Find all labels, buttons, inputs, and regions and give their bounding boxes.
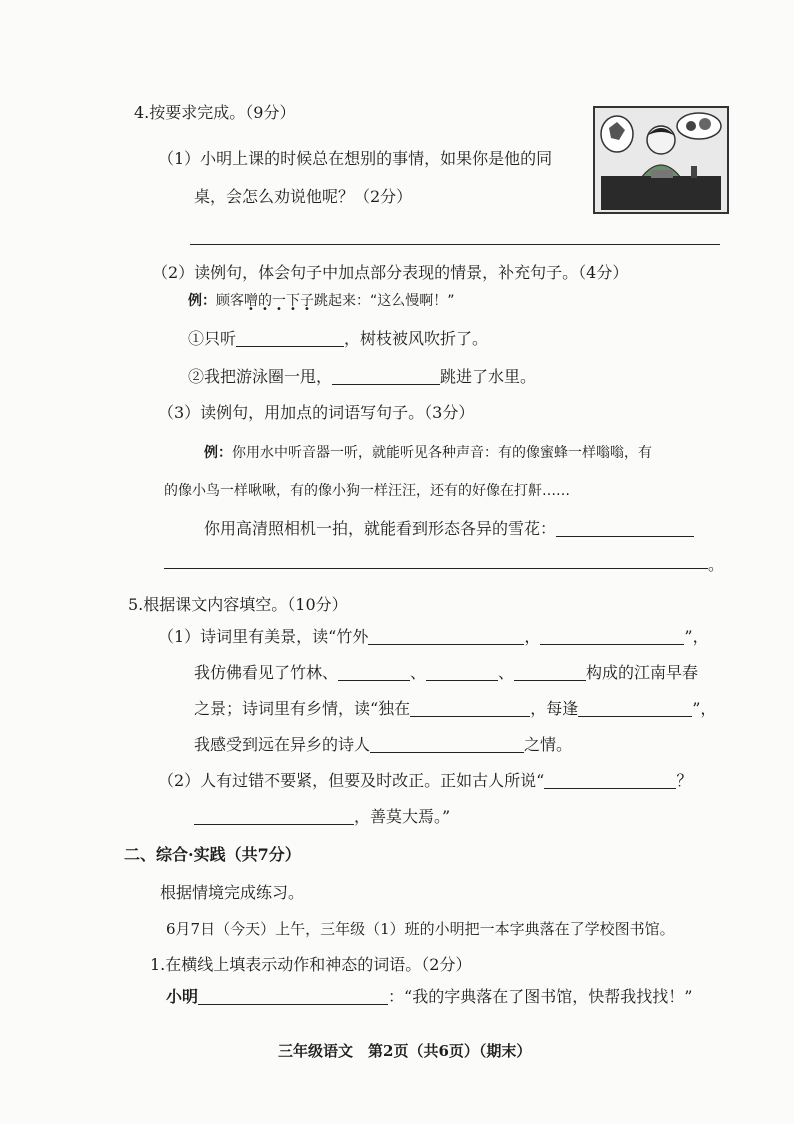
example-pre: 顾客 (216, 293, 244, 309)
q5-p2-line2 (194, 806, 450, 828)
q4-p3-blank1[interactable] (556, 520, 694, 537)
q5-blank-1[interactable] (368, 628, 524, 645)
q4-p3-instruction: （3）读例句，用加点的词语写句子。（3分） (158, 403, 475, 422)
q5-p1-line2 (194, 662, 698, 684)
q4-p3-prompt (204, 518, 694, 540)
example-post: 跳起来：“这么慢啊！” (314, 293, 455, 309)
dotted-char: 噌 (244, 293, 258, 309)
item1-pre: ①只听 (188, 329, 237, 348)
section2-q1: 1.在横线上填表示动作和神态的词语。（2分） (150, 955, 472, 974)
q4-p2-item1 (188, 328, 488, 350)
q4-p2-instruction: （2）读例句，体会句子中加点部分表现的情景，补充句子。（4分） (152, 263, 629, 282)
item2-blank[interactable] (332, 368, 440, 385)
example-line1: 你用水中听音器一听，就能听见各种声音：有的像蜜蜂一样嗡嗡，有 (232, 445, 652, 461)
q4-p1-line1: （1）小明上课的时候总在想别的事情，如果你是他的同 (158, 149, 553, 168)
dotted-char: 子 (300, 293, 314, 309)
q5-p1-line1 (158, 626, 709, 648)
l1-sep: ， (524, 627, 541, 646)
page-footer: 三年级语文 第2页（共6页）（期末） (278, 1042, 532, 1060)
item2-pre: ②我把游泳圈一甩， (188, 367, 333, 386)
q5-p1-line3 (194, 698, 716, 720)
item2-post: 跳进了水里。 (440, 367, 537, 386)
example-label: 例： (204, 445, 232, 461)
item1-post: ，树枝被风吹折了。 (344, 329, 489, 348)
l3-pre: 之景；诗词里有乡情，读“独在 (194, 699, 411, 718)
l2-sep1: 、 (410, 663, 427, 682)
illustration-boy-daydreaming (593, 106, 729, 214)
q4-p2-item2 (188, 366, 536, 388)
q4-p3-answer-line[interactable] (164, 568, 708, 569)
q5-p2-line1 (158, 770, 692, 792)
section2-intro: 根据情境完成练习。 (160, 883, 305, 902)
q5-blank-7[interactable] (578, 700, 692, 717)
l3-end: ”， (692, 699, 717, 718)
q5-p1-line4 (194, 734, 572, 756)
item1-blank[interactable] (236, 330, 344, 347)
l1-pre: （1）诗词里有美景，读“竹外 (158, 627, 369, 646)
example-label: 例： (188, 293, 216, 309)
q4-p3-example-line1 (204, 442, 652, 464)
dotted-char: 一 (272, 293, 286, 309)
section2-scenario: 6月7日（今天）上午，三年级（1）班的小明把一本字典落在了学校图书馆。 (166, 920, 675, 938)
l2-post: 构成的江南早春 (586, 663, 699, 682)
p2-l2-post: ，善莫大焉。” (354, 807, 451, 826)
dotted-char: 的 (258, 293, 272, 309)
q5-blank-4[interactable] (426, 664, 498, 681)
boy-daydreaming-icon (595, 108, 727, 212)
q5-blank-3[interactable] (338, 664, 410, 681)
q1-name: 小明 (166, 987, 199, 1006)
q5-blank-10[interactable] (194, 808, 354, 825)
section2-q1-blank[interactable] (198, 988, 388, 1005)
q5-blank-6[interactable] (410, 700, 530, 717)
l4-pre: 我感受到远在异乡的诗人 (194, 735, 371, 754)
p2-l1-end: ？ (676, 771, 693, 790)
section2-title: 二、综合·实践（共7分） (124, 845, 301, 864)
l1-end: ”， (684, 627, 709, 646)
q4-p2-example (188, 290, 455, 312)
prompt-text: 你用高清照相机一拍，就能看到形态各异的雪花： (204, 519, 557, 538)
q5-blank-2[interactable] (540, 628, 684, 645)
q5-title: 5.根据课文内容填空。（10分） (128, 595, 348, 614)
q4-p1-answer-line[interactable] (190, 244, 720, 245)
dotted-char: 下 (286, 293, 300, 309)
l2-pre: 我仿佛看见了竹林、 (194, 663, 339, 682)
q4-p1-line2: 桌，会怎么劝说他呢？（2分） (194, 187, 413, 206)
p2-l1: （2）人有过错不要紧，但要及时改正。正如古人所说“ (158, 771, 545, 790)
l3-mid: ，每逢 (530, 699, 579, 718)
q4-p3-end: 。 (708, 555, 725, 574)
q4-title: 4.按要求完成。（9分） (134, 103, 296, 122)
l4-post: 之情。 (524, 735, 573, 754)
section2-q1-answer (166, 986, 692, 1008)
q5-blank-8[interactable] (370, 736, 524, 753)
q4-p3-example-line2: 的像小鸟一样啾啾，有的像小狗一样汪汪，还有的好像在打鼾…… (164, 483, 570, 499)
q5-blank-5[interactable] (514, 664, 586, 681)
q1-quote: ：“我的字典落在了图书馆，快帮我找找！” (388, 987, 693, 1006)
l2-sep2: 、 (498, 663, 515, 682)
q5-blank-9[interactable] (544, 772, 676, 789)
